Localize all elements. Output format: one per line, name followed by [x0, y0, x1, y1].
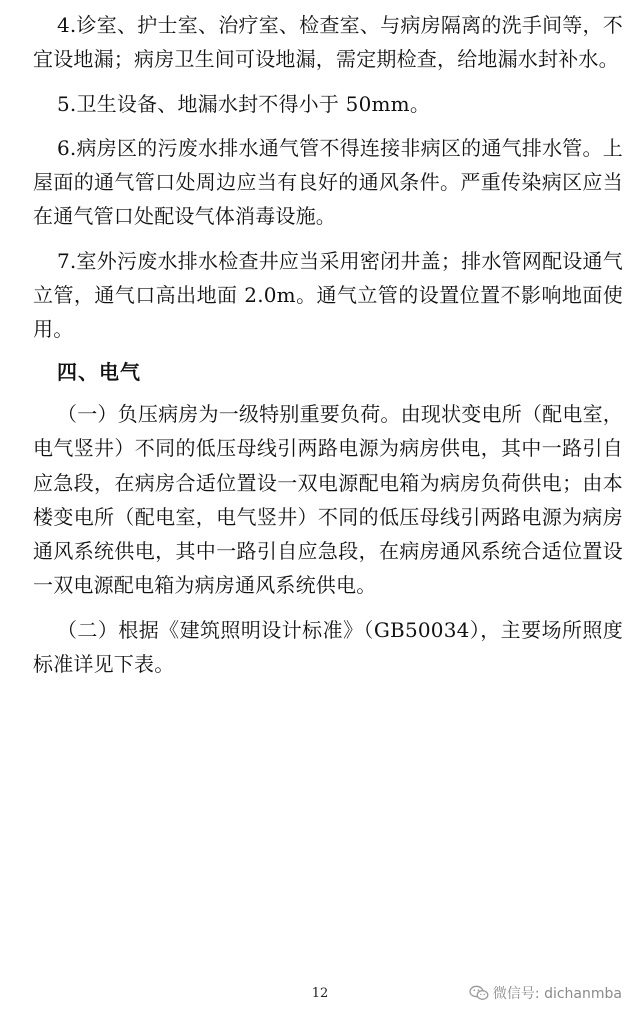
paragraph-electrical-2: （二）根据《建筑照明设计标准》（GB50034），主要场所照度标准详见下表。: [33, 617, 623, 677]
wechat-watermark: [469, 983, 622, 1003]
watermark-text: 微信号: dichanmba: [492, 986, 622, 1002]
paragraph-item-6: 6.病房区的污废水排水通气管不得连接非病区的通气排水管。上屋面的通气管口处周边应当有良好的通风条件。严重传染病区应当在通气管口处配设气体消毒设施。: [33, 135, 623, 229]
wechat-icon: [469, 985, 489, 1001]
paragraph-electrical-1: （一）负压病房为一级特别重要负荷。由现状变电所（配电室，电气竖井）不同的低压母线引两路电源为病房供电，其中一路引自应急段，在病房合适位置设一双电源配电箱为病房负荷供电；由本楼变电所（配电室，电气竖井）不同的低压母线引两路电源为病房通风系统供电，其中一路引自应急段，在病房通风系统合适位置设一双电源配电箱为病房通风系统供电。: [33, 401, 623, 598]
page-number: 12: [311, 986, 329, 1001]
page-content: [33, 8, 623, 681]
paragraph-item-5: 5.卫生设备、地漏水封不得小于 50mm。: [57, 91, 431, 116]
section-heading-electrical: 四、电气: [57, 359, 141, 384]
paragraph-item-7: 7.室外污废水排水检查井应当采用密闭井盖；排水管网配设通气立管，通气口高出地面 2.0m。通气立管的设置位置不影响地面使用。: [33, 248, 623, 342]
paragraph-item-4: 4.诊室、护士室、治疗室、检查室、与病房隔离的洗手间等，不宜设地漏；病房卫生间可设地漏，需定期检查，给地漏水封补水。: [33, 13, 623, 72]
